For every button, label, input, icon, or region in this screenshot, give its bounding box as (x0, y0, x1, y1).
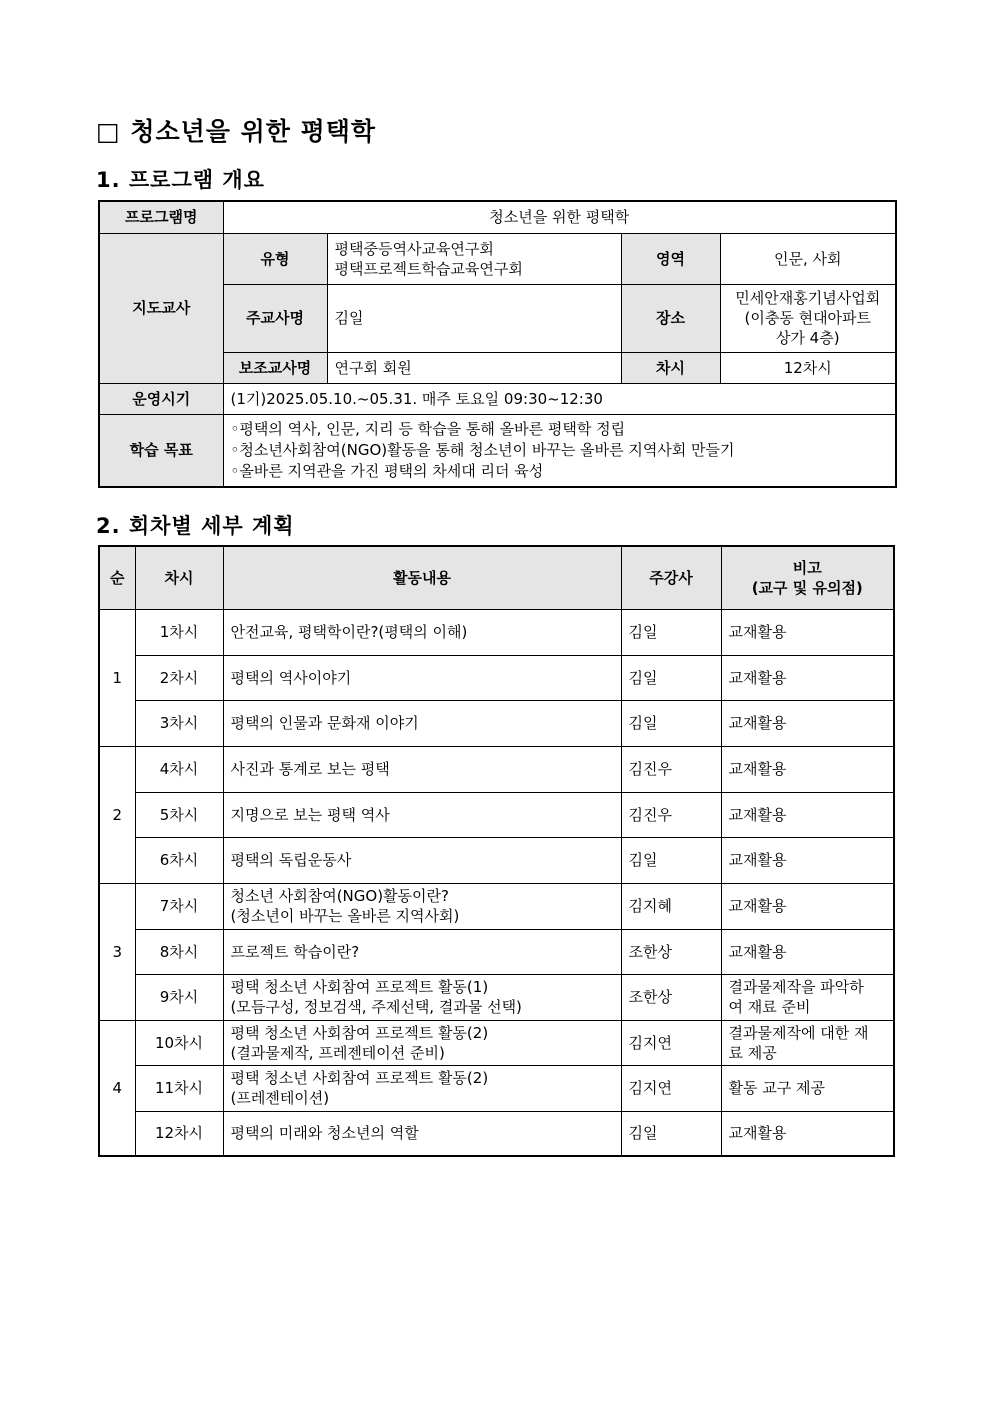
content-line: 지명으로 보는 평택 역사 (230, 805, 390, 824)
content-cell (223, 974, 621, 1020)
table-row (99, 700, 894, 746)
goal-item: ◦평택의 역사, 인문, 지리 등 학습을 통해 올바른 평택학 정립 (230, 419, 626, 438)
teacher-label: 지도교사 (99, 233, 223, 383)
type-value (327, 233, 621, 284)
content-cell (223, 1020, 621, 1065)
main-teacher-value: 김일 (327, 284, 621, 352)
place-line: 상가 4층) (775, 329, 840, 347)
header-note (721, 546, 894, 609)
header-note-line: 비고 (792, 558, 822, 577)
content-line: 사진과 통계로 보는 평택 (230, 760, 390, 778)
area-value: 인문, 사회 (720, 233, 896, 284)
note-line: 교재활용 (728, 714, 787, 732)
content-line: (모듬구성, 정보검색, 주제선택, 결과물 선택) (230, 998, 522, 1016)
note-cell (721, 1111, 894, 1156)
lecturer-cell: 김지연 (621, 1020, 721, 1065)
main-teacher-label: 주교사명 (223, 284, 327, 352)
content-line: 평택 청소년 사회참여 프로젝트 활동(2) (230, 1023, 489, 1042)
session-cell: 7차시 (135, 883, 223, 929)
content-cell (223, 1065, 621, 1111)
lecturer-cell: 김진우 (621, 746, 721, 792)
content-line: (프레젠테이션) (230, 1089, 330, 1107)
assist-value: 연구회 회원 (327, 352, 621, 383)
note-line: 결과물제작에 대한 재 (728, 1023, 869, 1042)
note-line: 교재활용 (728, 760, 787, 778)
content-line: 평택의 역사이야기 (230, 668, 352, 687)
area-label: 영역 (621, 233, 720, 284)
goal-item: ◦올바른 지역관을 가진 평택의 차세대 리더 육성 (230, 461, 544, 480)
note-line: 결과물제작을 파악하 (728, 978, 864, 996)
note-line: 활동 교구 제공 (728, 1079, 825, 1097)
content-line: 청소년 사회참여(NGO)활동이란? (230, 887, 449, 905)
table-row (99, 883, 894, 929)
note-cell (721, 792, 894, 837)
lecturer-cell: 김진우 (621, 792, 721, 837)
content-cell (223, 929, 621, 974)
session-cell: 8차시 (135, 929, 223, 974)
session-cell: 10차시 (135, 1020, 223, 1065)
session-cell: 12차시 (135, 1111, 223, 1156)
lecturer-cell: 조한상 (621, 929, 721, 974)
header-lecturer: 주강사 (621, 546, 721, 609)
header-note-line: (교구 및 유의점) (751, 578, 863, 597)
lecturer-cell: 김일 (621, 655, 721, 700)
session-cell: 6차시 (135, 837, 223, 883)
note-cell (721, 929, 894, 974)
place-value (720, 284, 896, 352)
session-cell: 3차시 (135, 700, 223, 746)
content-line: 평택의 독립운동사 (230, 851, 352, 869)
assist-label: 보조교사명 (223, 352, 327, 383)
note-line: 교재활용 (728, 623, 787, 641)
goal-label: 학습 목표 (99, 414, 223, 487)
section-heading-overview: 1. 프로그램 개요 (96, 168, 265, 192)
note-cell (721, 746, 894, 792)
table-row (99, 1065, 894, 1111)
content-line: 평택의 미래와 청소년의 역할 (230, 1124, 419, 1143)
note-cell (721, 837, 894, 883)
time-label: 운영시기 (99, 383, 223, 414)
content-line: (결과물제작, 프레젠테이션 준비) (230, 1043, 445, 1062)
goal-item: ◦청소년사회참여(NGO)활동을 통해 청소년이 바꾸는 올바른 지역사회 만들기 (230, 440, 735, 459)
plan-table (98, 545, 895, 1157)
content-cell (223, 837, 621, 883)
group-number: 1 (99, 609, 135, 746)
session-cell: 11차시 (135, 1065, 223, 1111)
lecturer-cell: 조한상 (621, 974, 721, 1020)
table-row (99, 746, 894, 792)
program-name-value: 청소년을 위한 평택학 (223, 201, 896, 233)
note-line: 교재활용 (728, 942, 787, 961)
content-line: 안전교육, 평택학이란?(평택의 이해) (230, 623, 468, 641)
sessions-label: 차시 (621, 352, 720, 383)
note-line: 료 제공 (728, 1043, 777, 1062)
note-cell (721, 974, 894, 1020)
table-row (99, 1020, 894, 1065)
session-cell: 2차시 (135, 655, 223, 700)
lecturer-cell: 김일 (621, 837, 721, 883)
note-line: 교재활용 (728, 897, 787, 915)
section-heading-plan: 2. 회차별 세부 계획 (96, 514, 295, 538)
table-row (99, 974, 894, 1020)
type-line: 평택중등역사교육연구회 (334, 239, 494, 258)
content-cell (223, 883, 621, 929)
note-cell (721, 1065, 894, 1111)
program-name-label: 프로그램명 (99, 201, 223, 233)
group-number: 2 (99, 746, 135, 883)
lecturer-cell: 김지연 (621, 1065, 721, 1111)
session-cell: 4차시 (135, 746, 223, 792)
note-cell (721, 655, 894, 700)
session-cell: 5차시 (135, 792, 223, 837)
note-cell (721, 883, 894, 929)
content-line: 평택의 인물과 문화재 이야기 (230, 714, 419, 732)
note-line: 교재활용 (728, 668, 787, 687)
table-row (99, 609, 894, 655)
content-cell (223, 1111, 621, 1156)
place-label: 장소 (621, 284, 720, 352)
content-cell (223, 609, 621, 655)
place-line: 민세안재홍기념사업회 (735, 289, 881, 307)
note-line: 교재활용 (728, 805, 787, 824)
table-row (99, 792, 894, 837)
session-cell: 1차시 (135, 609, 223, 655)
type-label: 유형 (223, 233, 327, 284)
content-line: 프로젝트 학습이란? (230, 942, 360, 961)
content-line: 평택 청소년 사회참여 프로젝트 활동(1) (230, 978, 489, 996)
table-row (99, 655, 894, 700)
goal-list (223, 414, 896, 487)
page-title: □ 청소년을 위한 평택학 (96, 117, 377, 146)
group-number: 4 (99, 1020, 135, 1156)
note-cell (721, 609, 894, 655)
lecturer-cell: 김지혜 (621, 883, 721, 929)
header-content: 활동내용 (223, 546, 621, 609)
content-cell (223, 792, 621, 837)
session-cell: 9차시 (135, 974, 223, 1020)
note-line: 교재활용 (728, 1124, 787, 1143)
lecturer-cell: 김일 (621, 1111, 721, 1156)
sessions-value: 12차시 (720, 352, 896, 383)
content-line: (청소년이 바꾸는 올바른 지역사회) (230, 907, 460, 925)
content-line: 평택 청소년 사회참여 프로젝트 활동(2) (230, 1069, 489, 1087)
time-value: (1기)2025.05.10.~05.31. 매주 토요일 09:30~12:30 (223, 383, 896, 414)
table-row (99, 1111, 894, 1156)
note-cell (721, 700, 894, 746)
content-cell (223, 655, 621, 700)
table-row (99, 837, 894, 883)
group-number: 3 (99, 883, 135, 1020)
overview-table (98, 200, 897, 488)
note-line: 여 재료 준비 (728, 998, 811, 1016)
place-line: (이충동 현대아파트 (744, 309, 872, 327)
lecturer-cell: 김일 (621, 700, 721, 746)
content-cell (223, 700, 621, 746)
header-session: 차시 (135, 546, 223, 609)
note-line: 교재활용 (728, 851, 787, 869)
lecturer-cell: 김일 (621, 609, 721, 655)
type-line: 평택프로젝트학습교육연구회 (334, 259, 523, 278)
table-row (99, 929, 894, 974)
content-cell (223, 746, 621, 792)
note-cell (721, 1020, 894, 1065)
header-seq: 순 (99, 546, 135, 609)
